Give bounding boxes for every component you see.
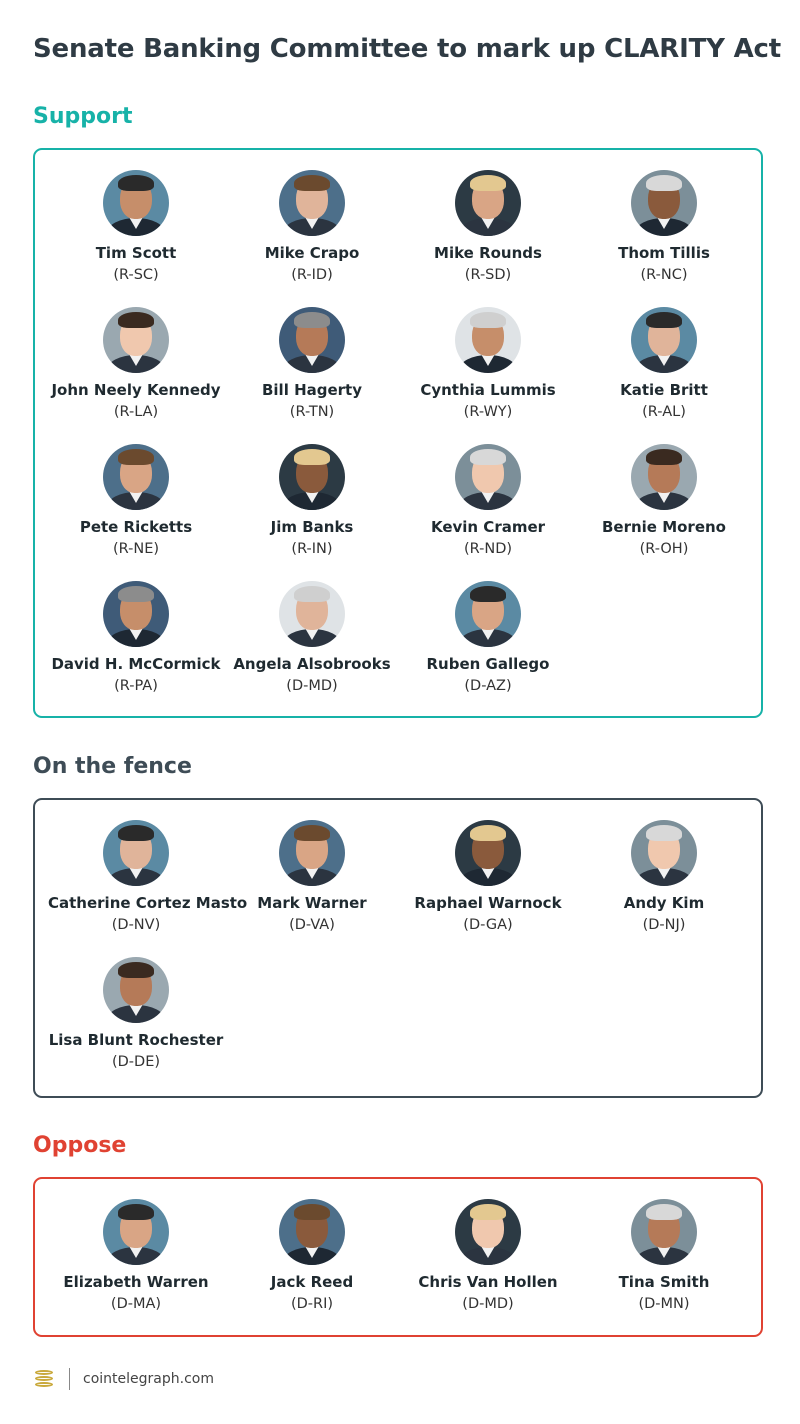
member-card xyxy=(400,444,576,557)
member-name: Katie Britt xyxy=(620,381,708,399)
section-title-support: Support xyxy=(33,104,133,129)
member-photo xyxy=(631,307,697,373)
member-party: (R-SD) xyxy=(464,267,512,283)
member-photo xyxy=(103,444,169,510)
member-name: David H. McCormick xyxy=(51,655,221,673)
member-photo xyxy=(455,444,521,510)
member-photo xyxy=(455,581,521,647)
member-photo xyxy=(631,820,697,886)
member-photo xyxy=(279,307,345,373)
member-photo xyxy=(279,581,345,647)
member-photo xyxy=(279,170,345,236)
member-card xyxy=(48,820,248,933)
member-party: (D-VA) xyxy=(289,917,335,933)
member-party: (D-GA) xyxy=(463,917,513,933)
member-photo xyxy=(455,170,521,236)
member-party: (D-AZ) xyxy=(464,678,512,694)
member-name: Jim Banks xyxy=(270,518,354,536)
oppose-panel xyxy=(33,1177,763,1337)
member-card xyxy=(224,581,400,694)
member-card xyxy=(224,820,400,933)
member-party: (D-MD) xyxy=(286,678,338,694)
member-party: (R-ID) xyxy=(291,267,333,283)
member-party: (R-ND) xyxy=(463,541,513,557)
member-name: Catherine Cortez Masto xyxy=(48,894,248,912)
support-panel xyxy=(33,148,763,718)
member-photo xyxy=(103,307,169,373)
member-party: (R-NE) xyxy=(112,541,160,557)
member-name: Pete Ricketts xyxy=(79,518,193,536)
member-party: (R-WY) xyxy=(463,404,513,420)
member-name: Cynthia Lummis xyxy=(420,381,556,399)
member-party: (D-DE) xyxy=(111,1054,161,1070)
member-photo xyxy=(103,1199,169,1265)
member-name: Raphael Warnock xyxy=(414,894,562,912)
member-card xyxy=(400,820,576,933)
member-card xyxy=(576,1199,752,1312)
member-card xyxy=(48,307,224,420)
member-card xyxy=(400,581,576,694)
member-name: Jack Reed xyxy=(270,1273,354,1291)
member-card xyxy=(224,307,400,420)
member-photo xyxy=(455,1199,521,1265)
member-photo xyxy=(631,170,697,236)
member-name: Andy Kim xyxy=(623,894,705,912)
footer-divider xyxy=(69,1368,70,1390)
member-photo xyxy=(631,444,697,510)
member-name: Bernie Moreno xyxy=(601,518,726,536)
member-card xyxy=(48,1199,224,1312)
member-card xyxy=(224,1199,400,1312)
member-party: (D-MA) xyxy=(110,1296,162,1312)
footer-source[interactable]: cointelegraph.com xyxy=(83,1371,214,1387)
member-name: Elizabeth Warren xyxy=(63,1273,209,1291)
member-photo xyxy=(455,307,521,373)
member-photo xyxy=(455,820,521,886)
member-name: Lisa Blunt Rochester xyxy=(48,1031,224,1049)
member-party: (D-NV) xyxy=(111,917,161,933)
member-party: (R-PA) xyxy=(114,678,158,694)
member-card xyxy=(576,444,752,557)
member-card xyxy=(48,581,224,694)
member-card xyxy=(48,957,224,1070)
member-photo xyxy=(103,170,169,236)
member-card xyxy=(400,1199,576,1312)
member-name: Chris Van Hollen xyxy=(418,1273,558,1291)
member-party: (R-LA) xyxy=(113,404,159,420)
member-photo xyxy=(103,581,169,647)
member-photo xyxy=(631,1199,697,1265)
member-party: (R-OH) xyxy=(639,541,689,557)
member-party: (R-AL) xyxy=(642,404,686,420)
member-party: (D-MD) xyxy=(462,1296,514,1312)
member-name: Tina Smith xyxy=(618,1273,710,1291)
member-name: Bill Hagerty xyxy=(261,381,362,399)
member-party: (R-IN) xyxy=(291,541,333,557)
member-party: (D-NJ) xyxy=(642,917,686,933)
member-name: Mike Crapo xyxy=(264,244,360,262)
member-name: Kevin Cramer xyxy=(430,518,546,536)
page-title: Senate Banking Committee to mark up CLARITY Act xyxy=(33,34,781,64)
member-name: Tim Scott xyxy=(95,244,177,262)
member-name: Thom Tillis xyxy=(618,244,710,262)
on-the-fence-panel xyxy=(33,798,763,1098)
member-card xyxy=(400,307,576,420)
member-card xyxy=(224,170,400,283)
member-party: (D-MN) xyxy=(638,1296,690,1312)
member-card xyxy=(576,307,752,420)
member-card xyxy=(400,170,576,283)
section-title-on-the-fence: On the fence xyxy=(33,754,192,779)
member-party: (R-NC) xyxy=(640,267,688,283)
member-card xyxy=(576,170,752,283)
member-name: John Neely Kennedy xyxy=(51,381,221,399)
member-card xyxy=(48,444,224,557)
member-name: Mike Rounds xyxy=(434,244,542,262)
member-card xyxy=(224,444,400,557)
cointelegraph-logo-icon xyxy=(33,1368,55,1390)
member-name: Mark Warner xyxy=(257,894,367,912)
member-party: (R-TN) xyxy=(289,404,335,420)
member-party: (R-SC) xyxy=(113,267,159,283)
member-name: Ruben Gallego xyxy=(426,655,550,673)
member-name: Angela Alsobrooks xyxy=(233,655,391,673)
member-photo xyxy=(103,820,169,886)
member-photo xyxy=(279,1199,345,1265)
footer xyxy=(33,1367,214,1391)
member-photo xyxy=(103,957,169,1023)
member-card xyxy=(576,820,752,933)
member-photo xyxy=(279,444,345,510)
member-party: (D-RI) xyxy=(290,1296,334,1312)
member-photo xyxy=(279,820,345,886)
member-card xyxy=(48,170,224,283)
section-title-oppose: Oppose xyxy=(33,1133,127,1158)
